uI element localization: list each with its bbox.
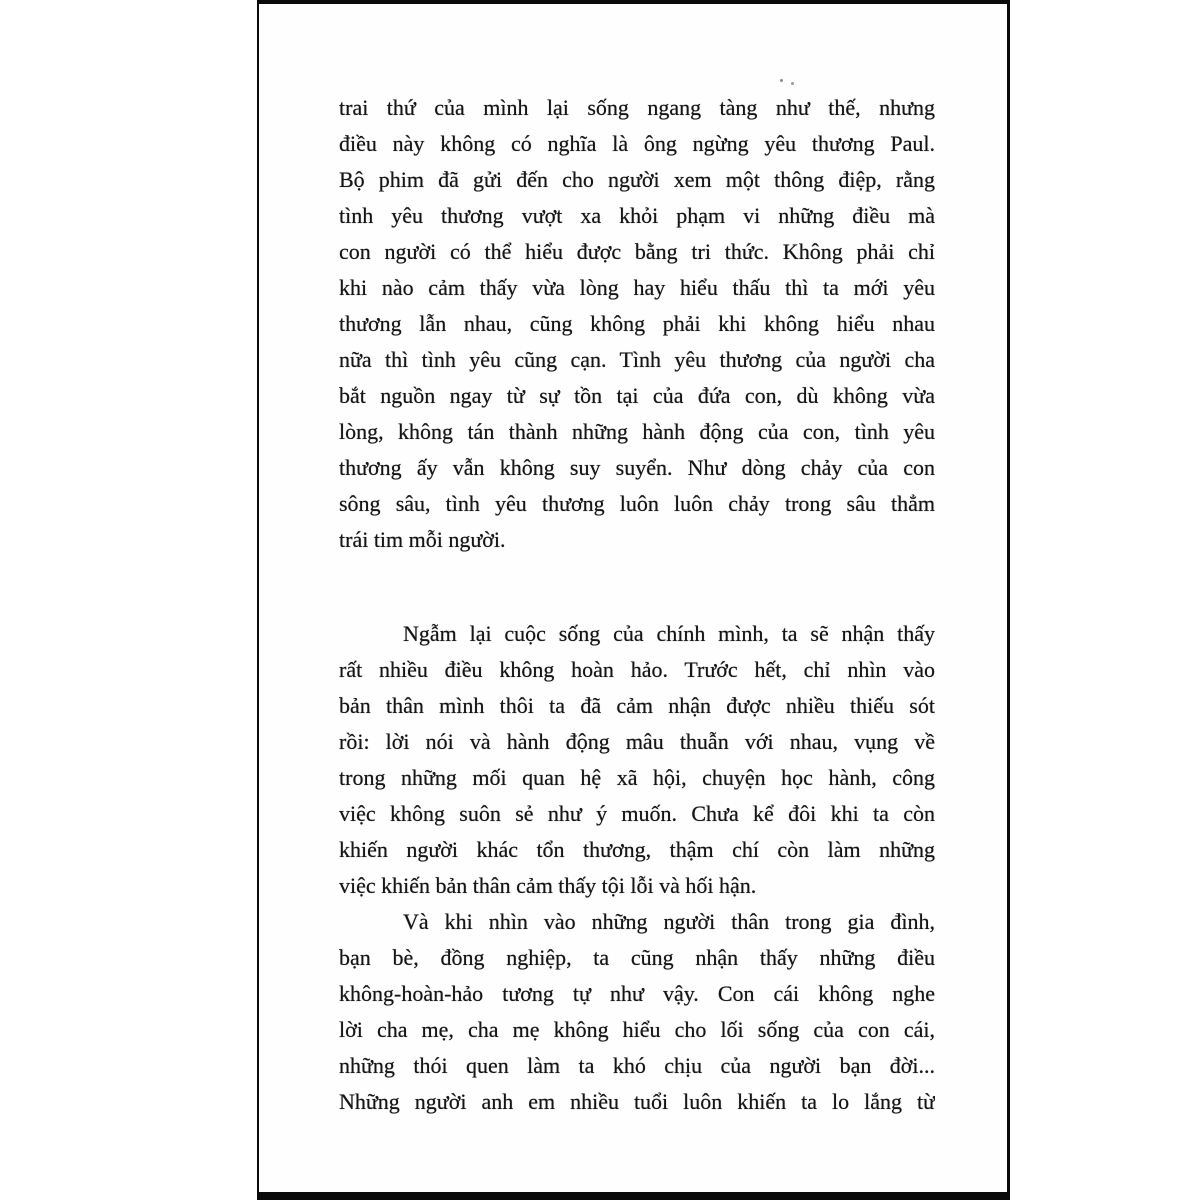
book-page [257,0,1010,1200]
text-line: rồi: lời nói và hành động mâu thuẫn với nhau, vụng về [339,729,935,754]
text-line: con người có thể hiểu được bằng tri thức. Không phải chỉ [339,239,935,264]
text-line: bản thân mình thôi ta đã cảm nhận được nhiều thiếu sót [339,693,935,718]
text-line: khi nào cảm thấy vừa lòng hay hiểu thấu thì ta mới yêu [339,275,935,300]
text-column [339,90,935,1120]
text-line: Ngẫm lại cuộc sống của chính mình, ta sẽ nhận thấy [403,621,935,646]
text-line: lời cha mẹ, cha mẹ không hiểu cho lối sống của con cái, [339,1017,935,1042]
text-line: lòng, không tán thành những hành động của con, tình yêu [339,419,935,444]
text-line: bắt nguồn ngay từ sự tồn tại của đứa con, dù không vừa [339,383,935,408]
text-line: điều này không có nghĩa là ông ngừng yêu thương Paul. [339,131,935,156]
text-line: việc không suôn sẻ như ý muốn. Chưa kể đôi khi ta còn [339,801,935,826]
paragraph-2 [339,616,935,904]
text-line: thương lẫn nhau, cũng không phải khi không hiểu nhau [339,311,935,336]
paragraph-3 [339,904,935,1120]
text-line: bạn bè, đồng nghiệp, ta cũng nhận thấy những điều [339,945,935,970]
text-line: sông sâu, tình yêu thương luôn luôn chảy trong sâu thẳm [339,491,935,516]
text-line: thương ấy vẫn không suy suyển. Như dòng chảy của con [339,455,935,480]
text-line: Những người anh em nhiều tuổi luôn khiến ta lo lắng từ [339,1089,935,1114]
text-line: những thói quen làm ta khó chịu của người bạn đời... [339,1053,935,1078]
text-line: Bộ phim đã gửi đến cho người xem một thông điệp, rằng [339,167,935,192]
paragraph-1 [339,90,935,558]
text-line: Và khi nhìn vào những người thân trong gia đình, [403,909,935,934]
text-line: trong những mối quan hệ xã hội, chuyện học hành, công [339,765,935,790]
text-line: trái tim mỗi người. [339,527,506,552]
text-line: không-hoàn-hảo tương tự như vậy. Con cái không nghe [339,981,935,1006]
text-line: rất nhiều điều không hoàn hảo. Trước hết, chỉ nhìn vào [339,657,935,682]
text-line: nữa thì tình yêu cũng cạn. Tình yêu thương của người cha [339,347,935,372]
text-line: trai thứ của mình lại sống ngang tàng như thế, nhưng [339,95,935,120]
scan-speck-icon [780,79,783,82]
text-line: khiến người khác tổn thương, thậm chí còn làm những [339,837,935,862]
text-line: tình yêu thương vượt xa khỏi phạm vi những điều mà [339,203,935,228]
text-line: việc khiến bản thân cảm thấy tội lỗi và hối hận. [339,873,757,898]
